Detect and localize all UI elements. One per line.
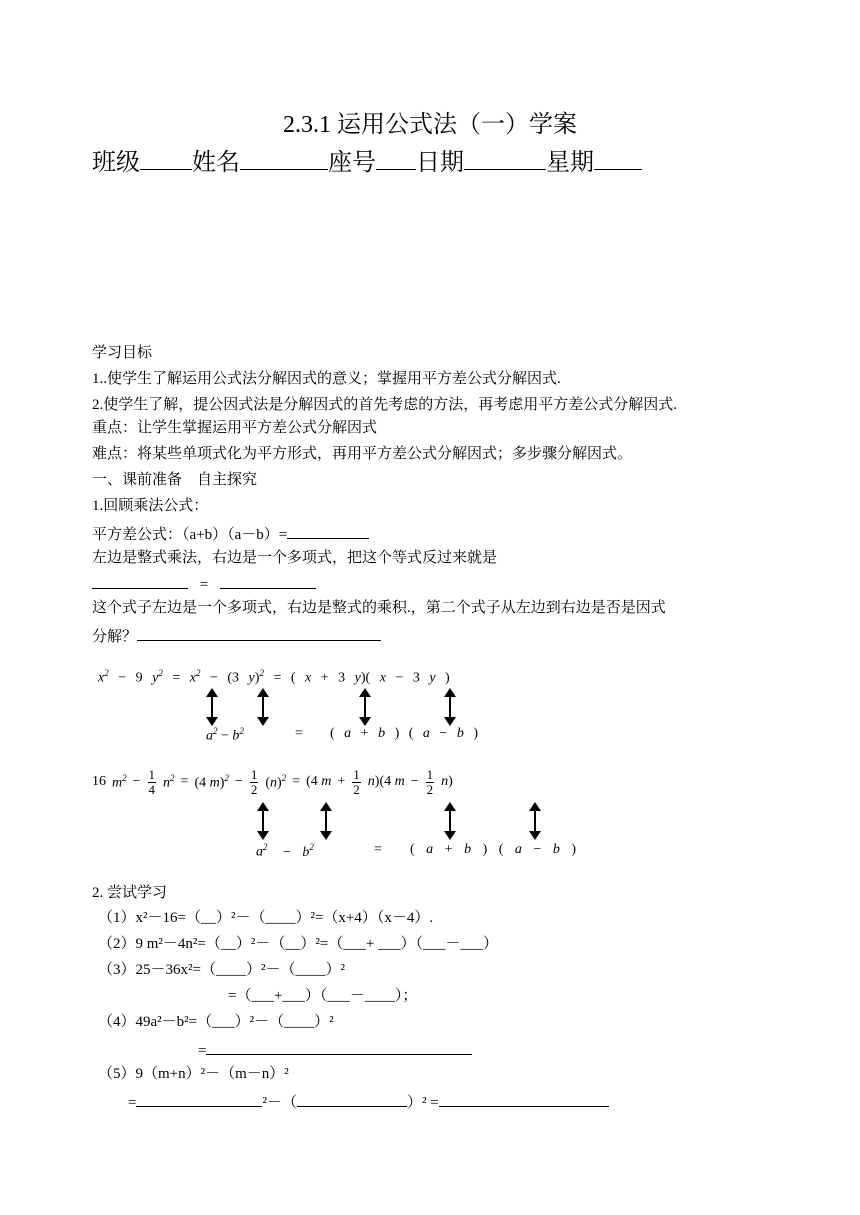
fraction — [352, 768, 361, 797]
numerator: 1 — [250, 766, 258, 782]
plus: + — [360, 726, 369, 741]
expression-part: ）² = — [406, 1095, 439, 1111]
formula-text: 平方差公式：（a+b）（a－b）= — [92, 527, 288, 543]
fraction — [148, 768, 157, 797]
fraction — [426, 768, 435, 797]
example1-row1 — [98, 668, 450, 687]
equals: = — [292, 774, 301, 789]
b-var: b — [456, 726, 464, 741]
b-var: b — [552, 842, 560, 857]
date-blank[interactable] — [464, 149, 546, 170]
denominator: 2 — [426, 781, 434, 797]
minus: − — [395, 670, 404, 686]
paren: ( — [290, 670, 296, 686]
reverse-note: 左边是整式乘法，右边是一个多项式，把这个等式反过来就是 — [92, 550, 498, 566]
equals: = — [273, 670, 282, 686]
exp: 2 — [213, 726, 218, 736]
paren: (4 — [379, 774, 392, 789]
objective-1: 1..使学生了解运用公式法分解因式的意义；掌握用平方差公式分解因式. — [92, 371, 561, 387]
y-var: y — [429, 670, 436, 686]
class-blank[interactable] — [140, 149, 192, 170]
b-var: b — [232, 728, 240, 744]
minus: − — [234, 774, 243, 789]
equals: = — [295, 726, 303, 741]
page-title: 2.3.1 运用公式法（一）学案 — [283, 112, 577, 138]
exp: 2 — [104, 668, 109, 678]
problem-1[interactable]: （1）x²－16=（__）²－（____）²=（x+4）（x－4）. — [98, 910, 434, 926]
key-point: 重点：让学生掌握运用平方差公式分解因式 — [92, 420, 378, 436]
m-var: m — [321, 774, 332, 789]
x-var: x — [379, 670, 386, 686]
problem-4-result — [198, 1038, 472, 1061]
x-var: x — [189, 670, 196, 686]
formula-line — [92, 522, 369, 545]
m-var: m — [112, 775, 123, 791]
problem-5-result — [128, 1090, 609, 1113]
equals-sign: = — [199, 577, 209, 593]
a-var: a — [344, 726, 352, 741]
answer-blank[interactable] — [297, 1090, 407, 1107]
a-var: a — [426, 842, 434, 857]
exp: 2 — [259, 668, 264, 678]
a-var: a — [256, 844, 263, 860]
paren: (4 — [194, 775, 207, 791]
answer-blank[interactable] — [439, 1090, 609, 1107]
numerator: 1 — [353, 766, 360, 782]
minus: − — [118, 670, 127, 686]
coef: 16 — [92, 774, 106, 789]
minus: − — [209, 670, 218, 686]
x-var: x — [305, 670, 312, 686]
paren: ( — [265, 775, 270, 791]
paren: ) — [448, 774, 453, 789]
week-label: 星期 — [546, 150, 594, 176]
objective-2: 2.使学生了解，提公因式法是分解因式的首先考虑的方法，再考虑用平方差公式分解因式. — [92, 397, 678, 413]
problem-5: （5）9（m+n）²－（m－n）² — [98, 1066, 289, 1082]
section2-heading: 2. 尝试学习 — [92, 885, 168, 901]
paren: ) — [254, 670, 260, 686]
plus: + — [337, 774, 346, 789]
equals: = — [172, 670, 181, 686]
minus: − — [410, 774, 419, 789]
example2-row1 — [92, 764, 453, 800]
coef: 3 — [338, 670, 346, 686]
a-var: a — [422, 726, 430, 741]
exp: 2 — [170, 772, 175, 783]
y-var: y — [152, 670, 159, 686]
example2-row2 — [256, 842, 314, 861]
minus: − — [132, 774, 141, 789]
reverse-left-blank[interactable] — [92, 572, 188, 589]
exp: 2 — [158, 668, 163, 678]
b-var: b — [378, 726, 386, 741]
exp: 2 — [224, 772, 229, 783]
exp: 2 — [239, 726, 244, 736]
paren: )( — [360, 670, 371, 686]
problem-3-result[interactable]: =（___+___）（___－____）； — [228, 988, 418, 1004]
problem-3[interactable]: （3）25－36x²=（____）²－（____）² — [98, 962, 345, 978]
paren: ) — [445, 670, 450, 686]
equals-sign: = — [198, 1043, 207, 1059]
n-var: n — [163, 775, 171, 791]
n-var: n — [367, 774, 375, 789]
b-var: b — [302, 844, 310, 860]
coef: 9 — [135, 670, 143, 686]
objectives-heading: 学习目标 — [92, 345, 153, 361]
example2-row2-factors: ( a + b ) ( a − b ) — [410, 842, 576, 857]
double-arrow-icon — [256, 802, 270, 840]
minus: − — [221, 728, 229, 744]
answer-blank[interactable] — [136, 1090, 262, 1107]
fraction — [250, 768, 259, 797]
reverse-equation — [92, 572, 316, 595]
n-var: n — [441, 774, 449, 789]
example1-row2-factors: ( a + b ) ( a − b ) — [330, 726, 478, 741]
plus: + — [444, 842, 453, 857]
x-var: x — [98, 670, 105, 686]
denominator: 2 — [353, 781, 360, 797]
answer-blank[interactable] — [206, 1038, 472, 1055]
name-label: 姓名 — [192, 150, 240, 176]
question-line-2 — [92, 624, 381, 647]
seat-blank[interactable] — [376, 149, 416, 170]
m-var: m — [394, 774, 405, 789]
paren: ) — [374, 774, 380, 789]
equals: = — [374, 842, 382, 857]
reverse-right-blank[interactable] — [220, 572, 316, 589]
question-blank[interactable] — [137, 624, 381, 641]
numerator: 1 — [148, 766, 156, 782]
b-var: b — [464, 842, 472, 857]
review-label: 1.回顾乘法公式： — [92, 498, 209, 514]
numerator: 1 — [426, 766, 434, 782]
y-var: y — [248, 670, 255, 686]
exp: 2 — [122, 772, 127, 783]
paren: (3 — [227, 670, 240, 686]
double-arrow-icon — [319, 802, 333, 840]
double-arrow-icon — [443, 802, 457, 840]
double-arrow-icon — [528, 802, 542, 840]
plus: + — [320, 670, 329, 686]
paren: ) — [219, 775, 225, 791]
y-var: y — [354, 670, 361, 686]
week-blank[interactable] — [594, 149, 642, 170]
exp: 2 — [195, 668, 201, 678]
name-blank[interactable] — [240, 149, 328, 170]
denominator: 2 — [250, 781, 258, 797]
double-arrow-icon — [358, 688, 372, 726]
denominator: 4 — [148, 781, 156, 797]
paren: ) — [276, 775, 282, 791]
double-arrow-icon — [443, 688, 457, 726]
question-line-1: 这个式子左边是一个多项式，右边是整式的乘积.，第二个式子从左边到右边是否是因式 — [92, 600, 666, 616]
double-arrow-icon — [205, 688, 219, 726]
student-info-line — [92, 142, 642, 177]
class-label: 班级 — [92, 150, 140, 176]
a-var: a — [514, 842, 522, 857]
coef: 3 — [412, 670, 420, 686]
a-var: a — [206, 728, 213, 744]
difficulty-point: 难点：将某些单项式化为平方形式，再用平方差公式分解因式；多步骤分解因式。 — [92, 446, 633, 462]
example1-row2 — [206, 726, 244, 745]
equals-sign: = — [128, 1095, 137, 1111]
exp: 2 — [309, 842, 314, 852]
exp: 2 — [281, 772, 287, 783]
exp: 2 — [263, 842, 268, 852]
minus: − — [283, 844, 291, 860]
seat-label: 座号 — [328, 150, 376, 176]
n-var: n — [269, 775, 277, 791]
problem-4[interactable]: （4）49a²－b²=（___）²－（____）² — [98, 1014, 334, 1030]
m-var: m — [209, 775, 220, 791]
minus: − — [439, 726, 448, 741]
minus: − — [533, 842, 542, 857]
expression-part: ²－（ — [262, 1095, 297, 1111]
date-label: 日期 — [416, 150, 464, 176]
double-arrow-icon — [256, 688, 270, 726]
paren: (4 — [306, 774, 318, 789]
section1-heading: 一、课前准备 自主探究 — [92, 472, 258, 488]
equals: = — [180, 774, 189, 789]
problem-2[interactable]: （2）9 m²－4n²=（__）²－（__）²=（___+ ___）（___－___） — [98, 936, 499, 952]
formula-blank[interactable] — [287, 522, 369, 539]
question-label: 分解？ — [92, 629, 138, 645]
